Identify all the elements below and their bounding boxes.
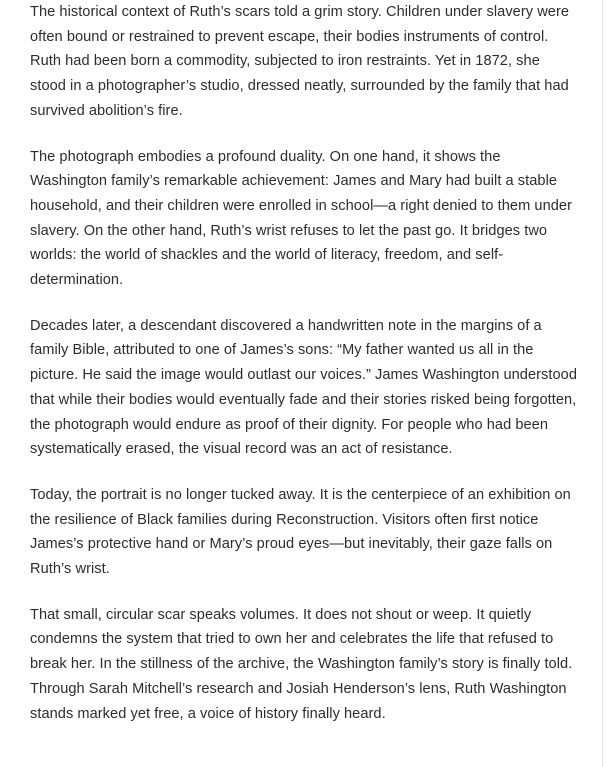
paragraph-historical-context: The historical context of Ruth’s scars told a grim story. Children under slavery were often bound or restrained to prevent escape, their bodies instruments of control. Ruth had been born a commodity, subjected to iron restraints. Yet in 1872, she stood in a photographer’s studio, dressed neatly, surrounded by the family that had survived abolition’s fire. xyxy=(30,4,570,119)
paragraph-duality: The photograph embodies a profound duality. On one hand, it shows the Washington family’s remarkable achievement: James and Mary had built a stable household, and their children were enrolled in school—a right denied to them under slavery. On the other hand, Ruth’s wrist refuses to let the past go. It bridges two worlds: the world of shackles and the world of literacy, freedom, and self-determination. xyxy=(30,148,572,289)
paragraph-exhibition: Today, the portrait is no longer tucked away. It is the centerpiece of an exhibition on the resilience of Black families during Reconstruction. Visitors often first notice James’s protective hand or Mary’s proud eyes—but inevitably, their gaze falls on Ruth’s wrist. xyxy=(30,486,571,578)
paragraph-descendant-note: Decades later, a descendant discovered a handwritten note in the margins of a family Bible, attributed to one of James’s sons: “My father wanted us all in the picture. He said the image would outlast our voices.” James Washington understood that while their bodies would eventually fade and their stories risked being forgotten, the photograph would endure as proof of their dignity. For people who had been systematically erased, the visual record was an act of resistance. xyxy=(30,317,578,458)
paragraph-scar: That small, circular scar speaks volumes. It does not shout or weep. It quietly condemns the system that tried to own her and celebrates the life that refused to break her. In the stillness of the archive, the Washington family’s story is finally told. Through Sarah Mitchell’s research and Josiah Henderson’s lens, Ruth Washington stands marked yet free, a voice of history finally heard. xyxy=(30,606,573,722)
article-body xyxy=(30,0,578,747)
